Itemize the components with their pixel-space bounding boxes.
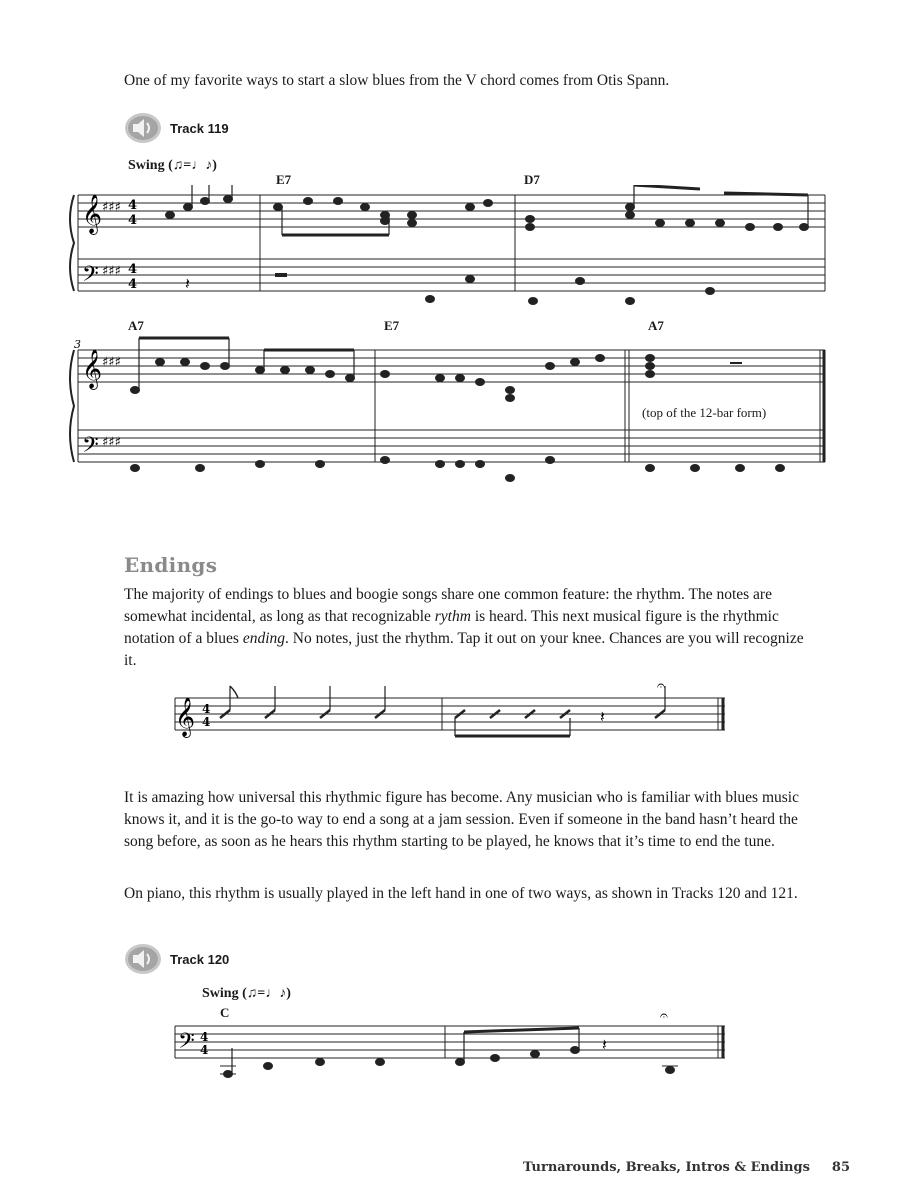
intro-text: One of my favorite ways to start a slow blues from the V chord comes from Otis Spann. [124,72,670,89]
swing-label-120: Swing [202,986,239,1001]
endings-paragraph-1: The majority of endings to blues and boogie songs share one common feature: the rhythm. The notes are somewhat incidental, as long as that recognizable rythm is heard. This next musical figure is the rhythmic notation of a blues ending. No notes, just the rhythm. Tap it out on your knee. Chances are you will recognize it. [124,586,804,669]
svg-text:𝄽: 𝄽 [602,1035,607,1054]
svg-text:𝄞: 𝄞 [82,194,103,234]
svg-text:4: 4 [128,277,138,292]
chord-label: E7 [276,172,292,187]
endings-paragraph-2: It is amazing how universal this rhythmic figure has become. Any musician who is familiar with blues music knows it, and it is the go-to way to end a song at a jam session. Even if someone in the band hasn’t heard the song before, as soon as he hears this rhythm starting to be played, he knows that it’s time to end the tune. [124,789,799,850]
chord-label: C [220,1005,230,1020]
svg-text:4: 4 [202,702,211,716]
score-system-1 [60,185,840,305]
track-120-badge[interactable] [124,943,229,975]
svg-text:𝄢: 𝄢 [82,433,99,463]
svg-text:4: 4 [128,198,138,213]
measure-number: 3 [74,338,81,351]
svg-text:𝄞: 𝄞 [175,697,196,737]
svg-text:𝄐: 𝄐 [657,680,665,694]
svg-text:♯♯♯: ♯♯♯ [102,355,121,370]
swing-marking-120 [202,986,291,1002]
svg-text:𝄐: 𝄐 [660,1012,668,1024]
track-120-bass-staff [170,1012,740,1082]
section-heading-endings: Endings [124,553,218,577]
svg-text:𝄢: 𝄢 [82,262,99,292]
intro-paragraph [124,70,804,92]
svg-text:4: 4 [200,1030,209,1044]
swing-label-119: Swing [128,158,165,173]
svg-text:♯♯♯: ♯♯♯ [102,435,121,450]
chord-label: A7 [648,318,664,333]
svg-text:𝄽: 𝄽 [185,274,190,293]
swing-rhythm-symbol: (♫=♩♪) [242,986,291,1001]
swing-rhythm-symbol: (♫=♩♪) [168,158,217,173]
endings-paragraph-3: On piano, this rhythm is usually played in the left hand in one of two ways, as shown in Tracks 120 and 121. [124,885,798,902]
svg-text:4: 4 [128,262,138,277]
page-number: 85 [831,1160,850,1175]
track-119-label: Track 119 [170,120,229,136]
svg-text:𝄢: 𝄢 [178,1029,195,1059]
svg-text:𝄽: 𝄽 [600,707,605,726]
track-119-badge[interactable] [124,112,229,144]
svg-text:4: 4 [128,213,138,228]
svg-text:𝄞: 𝄞 [82,349,103,389]
top-of-form-annotation: (top of the 12-bar form) [642,405,767,420]
svg-text:♯♯♯: ♯♯♯ [102,264,121,279]
speaker-icon [124,943,162,975]
footer-title: Turnarounds, Breaks, Intros & Endings [523,1160,810,1175]
svg-text:♯♯♯: ♯♯♯ [102,200,121,215]
track-120-label: Track 120 [170,951,230,967]
chord-label: A7 [128,318,144,333]
svg-text:4: 4 [202,715,211,729]
svg-text:4: 4 [200,1043,209,1057]
swing-marking-119 [128,158,217,174]
page-footer [523,1160,850,1175]
speaker-icon [124,112,162,144]
chord-label: E7 [384,318,400,333]
chord-label: D7 [524,172,540,187]
ending-rhythm-figure [170,680,740,740]
